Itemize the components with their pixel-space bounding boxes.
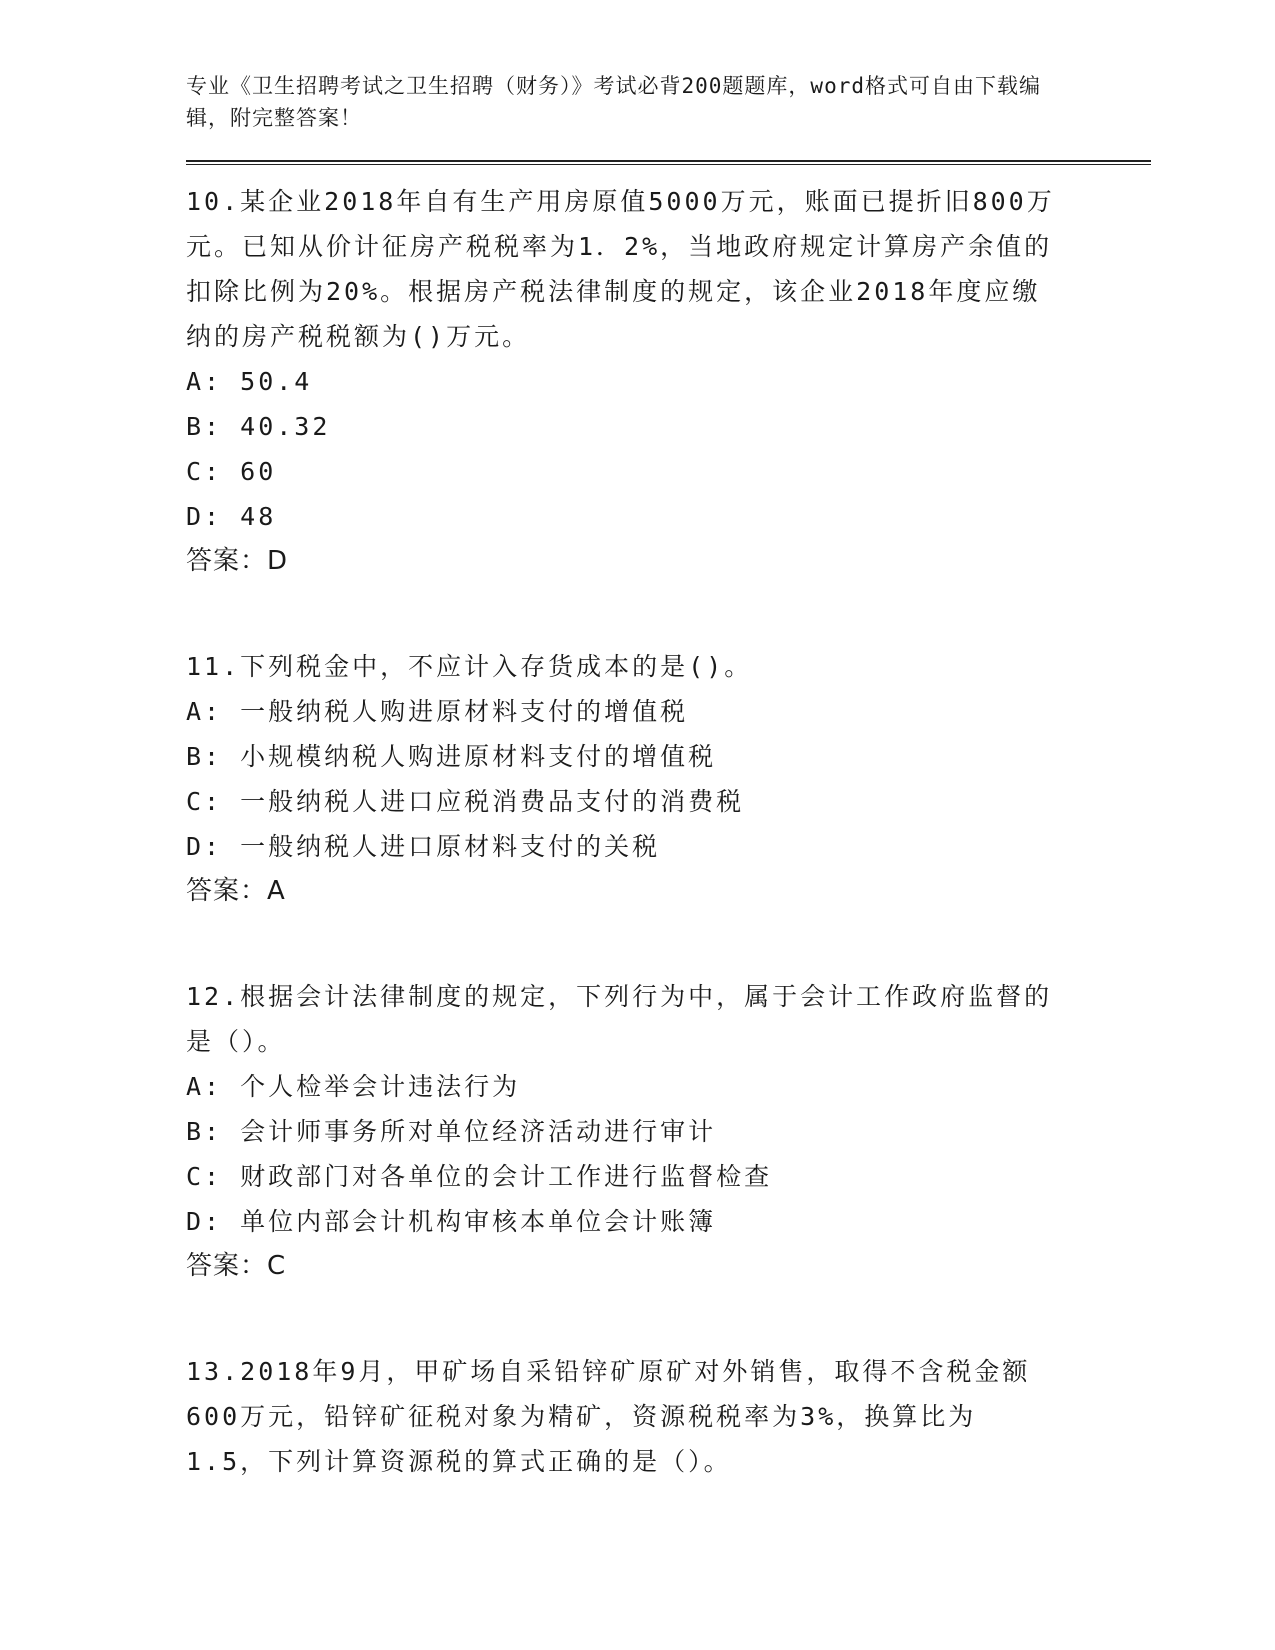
option-b: B: 40.32	[186, 412, 331, 441]
question-13	[186, 1349, 1066, 1484]
option-d: D: 48	[186, 502, 277, 531]
answer: 答案：A	[186, 876, 286, 906]
option-a: A: 一般纳税人购进原材料支付的增值税	[186, 697, 689, 726]
header-divider	[186, 160, 1151, 165]
document-header: 专业《卫生招聘考试之卫生招聘（财务）》考试必背200题题库，word格式可自由下载编辑，附完整答案！	[186, 74, 1041, 130]
question-12	[186, 974, 1066, 1289]
option-a: A: 50.4	[186, 367, 313, 396]
option-d: D: 一般纳税人进口原材料支付的关税	[186, 832, 661, 861]
question-stem: 10.某企业2018年自有生产用房原值5000万元，账面已提折旧800万元。已知从价计征房产税税率为1．2%，当地政府规定计算房产余值的扣除比例为20%。根据房产税法律制度的规定，该企业2018年度应缴纳的房产税税额为()万元。	[186, 187, 1055, 351]
option-c: C: 财政部门对各单位的会计工作进行监督检查	[186, 1162, 773, 1191]
document-page	[186, 70, 1066, 1484]
option-c: C: 一般纳税人进口应税消费品支付的消费税	[186, 787, 745, 816]
option-d: D: 单位内部会计机构审核本单位会计账簿	[186, 1207, 717, 1236]
question-stem: 13.2018年9月，甲矿场自采铅锌矿原矿对外销售，取得不含税金额600万元，铅锌矿征税对象为精矿，资源税税率为3%，换算比为1.5，下列计算资源税的算式正确的是（）。	[186, 1357, 1031, 1476]
question-11	[186, 644, 1066, 914]
question-10	[186, 179, 1066, 584]
answer: 答案：C	[186, 1251, 287, 1281]
question-stem: 12.根据会计法律制度的规定，下列行为中，属于会计工作政府监督的是（）。	[186, 982, 1053, 1056]
answer: 答案：D	[186, 546, 289, 576]
option-c: C: 60	[186, 457, 277, 486]
option-b: B: 小规模纳税人购进原材料支付的增值税	[186, 742, 717, 771]
option-a: A: 个人检举会计违法行为	[186, 1072, 521, 1101]
option-b: B: 会计师事务所对单位经济活动进行审计	[186, 1117, 717, 1146]
question-stem: 11.下列税金中，不应计入存货成本的是()。	[186, 652, 753, 681]
